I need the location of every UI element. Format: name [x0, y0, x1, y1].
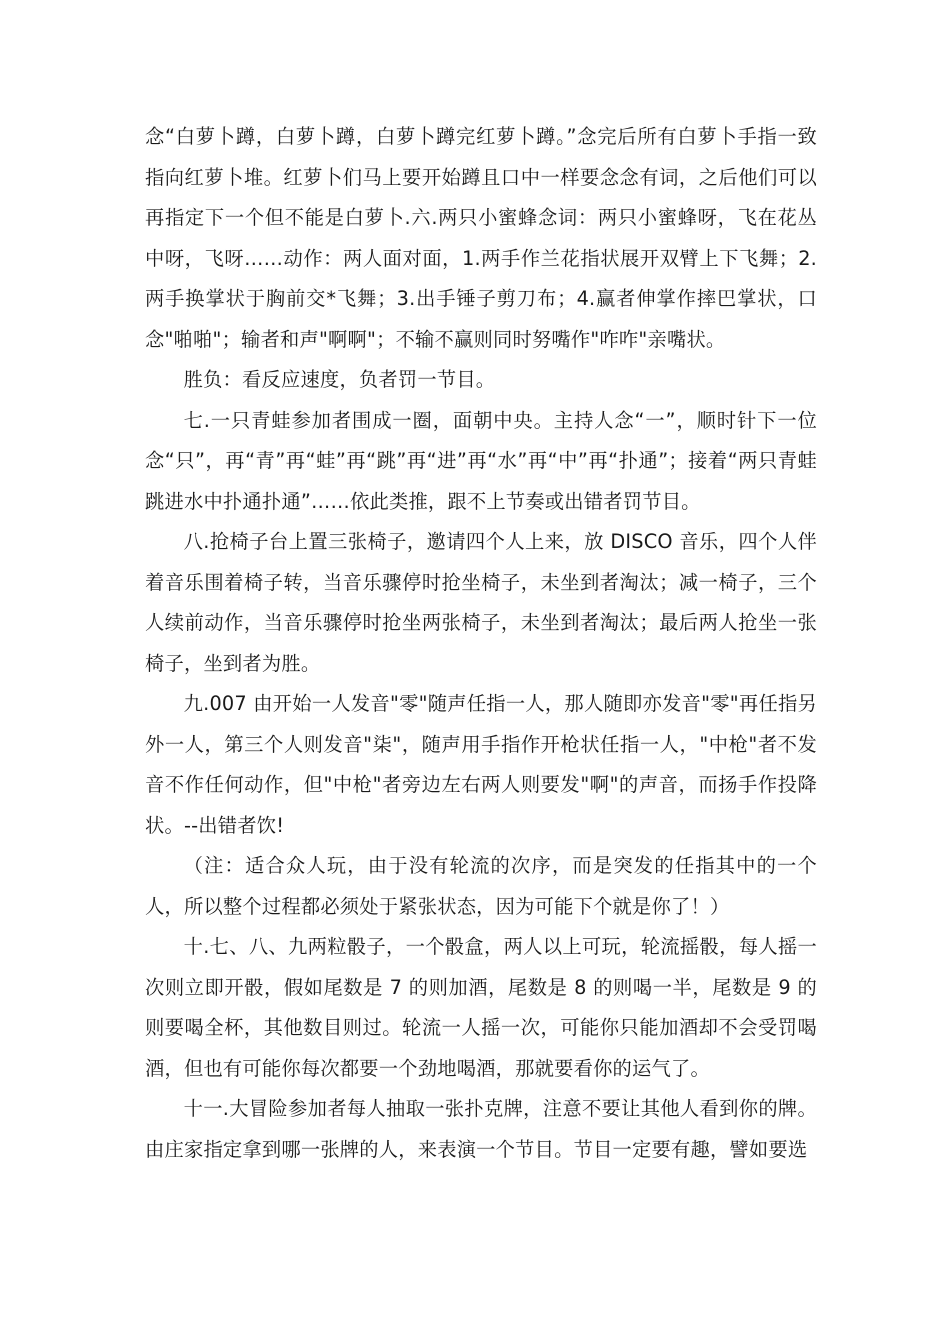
paragraph-1: 念“白萝卜蹲，白萝卜蹲，白萝卜蹲完红萝卜蹲。”念完后所有白萝卜手指一致指向红萝卜堆。红萝卜们马上要开始蹲且口中一样要念念有词，之后他们可以再指定下一个但不能是白萝卜.六.两只小蜜蜂念词：两只小蜜蜂呀，飞在花丛中呀，飞呀……动作：两人面对面，1.两手作兰花指状展开双臂上下飞舞；2.两手换掌状于胸前交*飞舞；3.出手锤子剪刀布；4.赢者伸掌作摔巴掌状，口念"啪啪"；输者和声"啊啊"；不输不赢则同时努嘴作"咋咋"亲嘴状。 — [145, 125, 817, 351]
paragraph-6: （注：适合众人玩，由于没有轮流的次序，而是突发的任指其中的一个人，所以整个过程都必须处于紧张状态，因为可能下个就是你了！） — [145, 854, 817, 918]
paragraph-7: 十.七、八、九两粒骰子，一个骰盒，两人以上可玩，轮流摇骰，每人摇一次则立即开骰，假如尾数是 7 的则加酒，尾数是 8 的则喝一半，尾数是 9 的则要喝全杯，其他数目则过。轮流一人摇一次，可能你只能加酒却不会受罚喝酒，但也有可能你每次都要一个劲地喝酒，那就要看你的运气了。 — [145, 935, 817, 1080]
document-page — [145, 117, 817, 1170]
paragraph-8: 十一.大冒险参加者每人抽取一张扑克牌，注意不要让其他人看到你的牌。由庄家指定拿到哪一张牌的人，来表演一个节目。节目一定要有趣，譬如要选 — [145, 1097, 817, 1161]
paragraph-3: 七.一只青蛙参加者围成一圈，面朝中央。主持人念“一”，顺时针下一位念“只”，再“青”再“蛙”再“跳”再“进”再“水”再“中”再“扑通”；接着“两只青蛙跳进水中扑通扑通”……依此类推，跟不上节奏或出错者罚节目。 — [145, 408, 817, 513]
paragraph-5: 九.007 由开始一人发音"零"随声任指一人，那人随即亦发音"零"再任指另外一人，第三个人则发音"柒"，随声用手指作开枪状任指一人，"中枪"者不发音不作任何动作，但"中枪"者旁边左右两人则要发"啊"的声音，而扬手作投降状。--出错者饮! — [145, 692, 817, 837]
paragraph-2: 胜负：看反应速度，负者罚一节目。 — [183, 368, 496, 391]
paragraph-4: 八.抢椅子台上置三张椅子，邀请四个人上来，放 DISCO 音乐，四个人伴着音乐围着椅子转，当音乐骤停时抢坐椅子，未坐到者淘汰；减一椅子，三个人续前动作，当音乐骤停时抢坐两张椅子，未坐到者淘汰；最后两人抢坐一张椅子，坐到者为胜。 — [145, 530, 817, 675]
